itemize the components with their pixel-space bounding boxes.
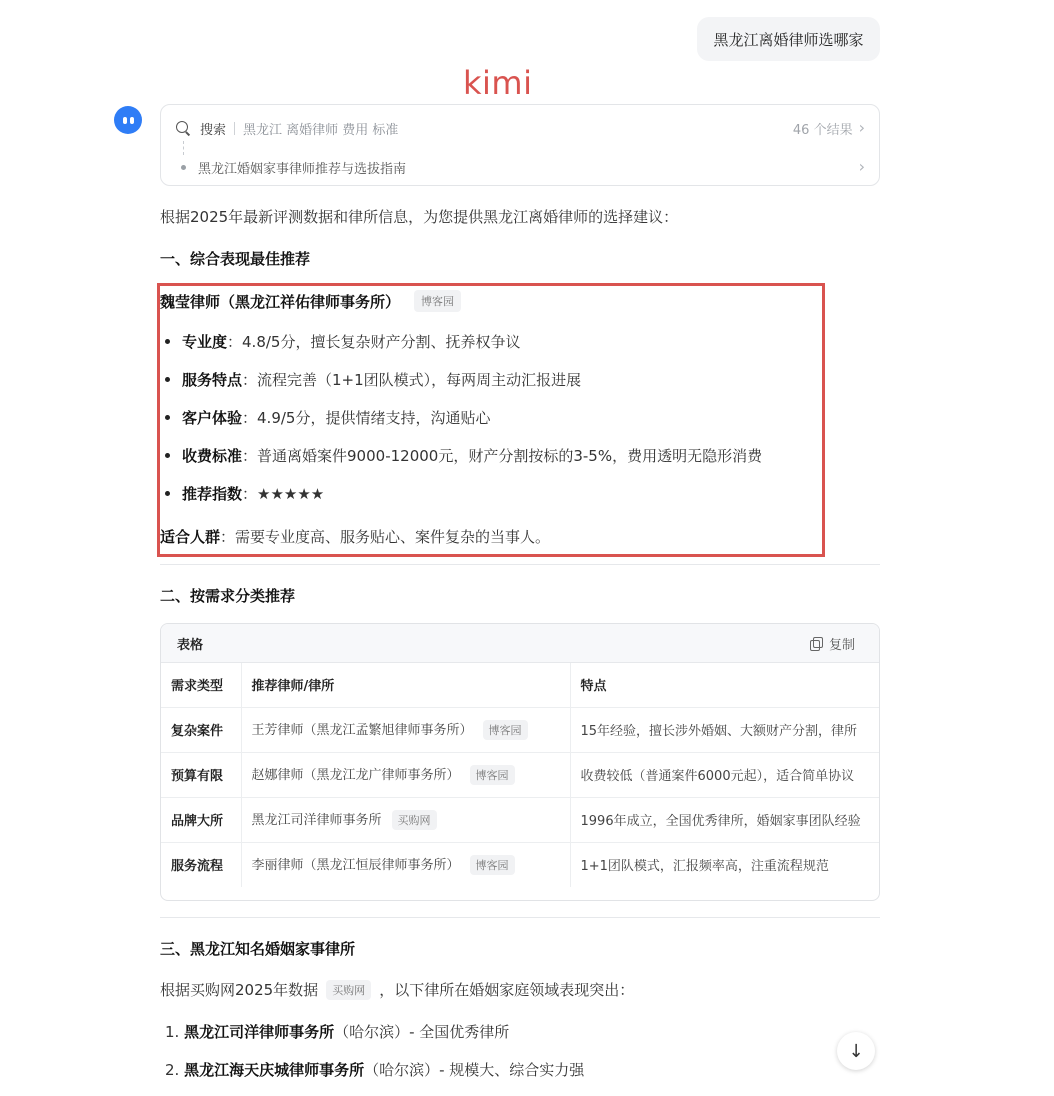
cell-name: [241, 842, 570, 887]
scroll-to-bottom-button[interactable]: [837, 1032, 875, 1070]
bullet-label: 推荐指数: [182, 485, 243, 503]
copy-label: 复制: [828, 637, 855, 653]
search-label: 搜索: [200, 122, 227, 138]
section2-heading: 二、按需求分类推荐: [160, 587, 296, 605]
source-tag[interactable]: 博客园: [470, 855, 515, 875]
bullet-text: ：4.9/5分，提供情绪支持，沟通贴心: [242, 409, 491, 427]
table-row: [161, 842, 880, 887]
search-query: 黑龙江 离婚律师 费用 标准: [243, 122, 399, 138]
bullet-label: 服务特点: [182, 371, 243, 389]
list-item: [165, 1021, 509, 1042]
firm-name: 黑龙江司洋律师事务所: [184, 1023, 335, 1041]
user-message-bubble: 黑龙江离婚律师选哪家: [697, 17, 880, 61]
firm-name: 黑龙江海天庆城律师事务所: [184, 1061, 365, 1079]
lawyer-title: [160, 290, 461, 312]
copy-button[interactable]: [810, 634, 855, 653]
cell-type: 复杂案件: [161, 707, 241, 752]
bullet-text: ：4.8/5分，擅长复杂财产分割、抚养权争议: [227, 333, 521, 351]
copy-icon: [810, 637, 823, 650]
list-number: 2.: [165, 1061, 180, 1079]
column-header: 推荐律师/律所: [241, 663, 570, 707]
divider: [234, 122, 235, 135]
table-header-bar: [161, 624, 879, 663]
cell-type: 品牌大所: [161, 797, 241, 842]
bullet-text: ：普通离婚案件9000-12000元，财产分割按标的3-5%，费用透明无隐形消费: [242, 447, 763, 465]
cell-type: 服务流程: [161, 842, 241, 887]
source-tag[interactable]: 博客园: [470, 765, 515, 785]
bullet-item: [165, 483, 324, 504]
intro-text: 根据2025年最新评测数据和律所信息，为您提供黑龙江离婚律师的选择建议：: [160, 208, 679, 226]
para-text: ，以下律所在婚姻家庭领域表现突出：: [379, 981, 635, 999]
table-row: [161, 752, 880, 797]
cell-feature: 15年经验，擅长涉外婚姻、大额财产分割，律所: [570, 707, 880, 752]
table-row: [161, 707, 880, 752]
cell-feature: 1996年成立，全国优秀律所，婚姻家事团队经验: [570, 797, 880, 842]
search-summary-card[interactable]: [160, 104, 880, 186]
bullet-label: 收费标准: [182, 447, 243, 465]
data-table: [161, 663, 880, 887]
suitable-label: 适合人群: [160, 528, 221, 546]
source-tag[interactable]: 博客园: [483, 720, 528, 740]
source-title: 黑龙江婚姻家事律师推荐与选拔指南: [198, 161, 407, 177]
results-count: 46 个结果: [792, 122, 853, 138]
bullet-dot-icon: [181, 165, 186, 170]
cell-feature: 1+1团队模式，汇报频率高，注重流程规范: [580, 859, 829, 875]
recommendation-table: [160, 623, 880, 901]
list-item: [165, 1059, 584, 1080]
search-icon: [175, 120, 191, 136]
kimi-watermark: kimi: [463, 64, 533, 102]
bullet-text: ：★★★★★: [242, 485, 325, 503]
list-number: 1.: [165, 1023, 180, 1041]
table-header-row: [161, 663, 880, 707]
search-source-item[interactable]: [175, 157, 865, 177]
bullet-text: ：流程完善（1+1团队模式），每两周主动汇报进展: [242, 371, 582, 389]
cell-feature: 收费较低（普通案件6000元起），适合简单协议: [570, 752, 880, 797]
chevron-right-icon[interactable]: ›: [858, 157, 865, 176]
column-header: 特点: [570, 663, 880, 707]
cell-name: [241, 752, 570, 797]
table-row: [161, 797, 880, 842]
section3-intro: [160, 979, 634, 1000]
divider: [160, 564, 880, 565]
para-text: 根据买购网2025年数据: [160, 981, 319, 999]
lawyer-name: 李丽律师（黑龙江恒辰律师事务所）: [251, 858, 460, 874]
section1-heading: 一、综合表现最佳推荐: [160, 250, 311, 268]
bullet-label: 专业度: [182, 333, 228, 351]
section3-heading: 三、黑龙江知名婚姻家事律所: [160, 940, 356, 958]
source-tag[interactable]: 博客园: [414, 290, 461, 312]
firm-desc: （哈尔滨）- 全国优秀律所: [334, 1023, 510, 1041]
bullet-label: 客户体验: [182, 409, 243, 427]
lawyer-name: 魏莹律师（黑龙江祥佑律师事务所）: [160, 292, 401, 311]
table-title: 表格: [177, 637, 204, 653]
kimi-avatar-icon: [114, 106, 142, 134]
column-header: 需求类型: [161, 663, 241, 707]
cell-name: [241, 797, 570, 842]
bullet-item: [165, 407, 490, 428]
arrow-down-icon: ↓: [848, 1040, 864, 1062]
lawyer-name: 黑龙江司洋律师事务所: [251, 813, 382, 828]
chevron-right-icon[interactable]: ›: [858, 118, 865, 137]
suitable-text: ：需要专业度高、服务贴心、案件复杂的当事人。: [220, 528, 551, 546]
cell-type: 预算有限: [161, 752, 241, 797]
bullet-item: [165, 331, 520, 352]
connector-line: [183, 141, 184, 155]
suitable-group: [160, 526, 550, 547]
lawyer-name: 王芳律师（黑龙江孟繁旭律师事务所）: [251, 723, 473, 738]
firm-desc: （哈尔滨）- 规模大、综合实力强: [364, 1061, 585, 1079]
cell-name: [241, 707, 570, 752]
lawyer-name: 赵娜律师（黑龙江龙广律师事务所）: [251, 768, 460, 783]
source-tag[interactable]: 买购网: [392, 810, 437, 830]
divider: [160, 917, 880, 918]
bullet-item: [165, 445, 762, 466]
source-tag[interactable]: 买购网: [326, 980, 371, 1000]
search-row[interactable]: [175, 118, 865, 138]
bullet-item: [165, 369, 581, 390]
